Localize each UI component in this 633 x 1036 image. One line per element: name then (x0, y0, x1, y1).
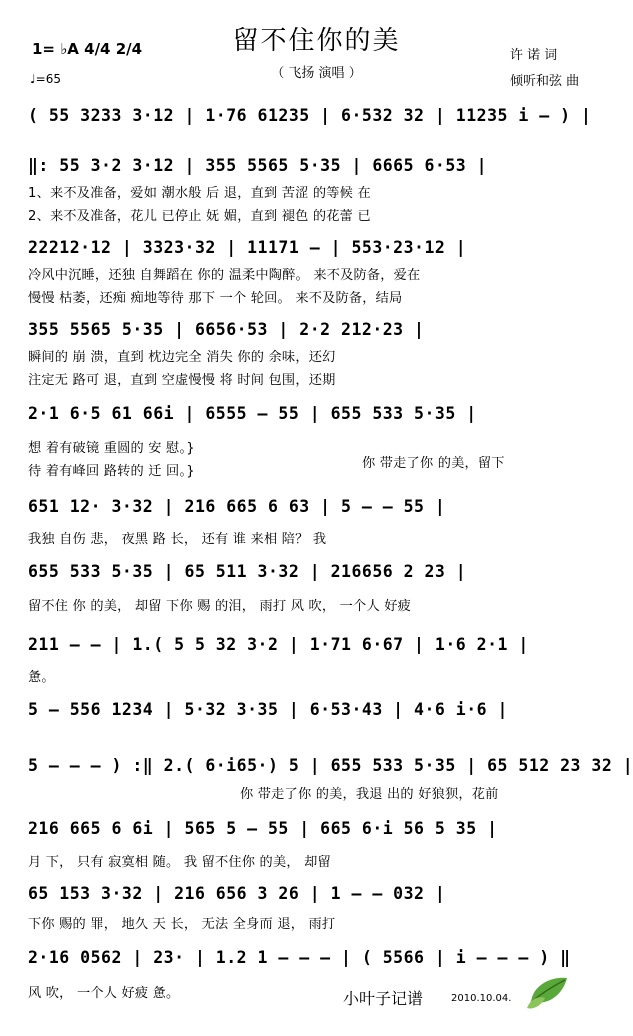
score-line: ‖: 55 3·2 3·12 | 355 5565 5·35 | 6665 6·53 | (28, 156, 488, 175)
lyric-line: 你 带走了你 的美，我退 出的 好狼狈，花前 (240, 787, 499, 802)
score-line: 5 – – – ) :‖ 2.( 6·i65·) 5 | 655 533 5·35 | 65 512 23 32 | (28, 756, 633, 775)
score-line: 651 12· 3·32 | 216 665 6 63 | 5 – – 55 | (28, 497, 446, 516)
lyric-line: 下你 赐的 罪， 地久 天 长， 无法 全身而 退， 雨打 (28, 917, 336, 932)
lyric-line: 冷风中沉睡，还独 自舞蹈在 你的 温柔中陶醉。 来不及防备，爱在 (28, 268, 421, 283)
lyric-line: 慢慢 枯萎，还痴 痴地等待 那下 一个 轮回。 来不及防备，结局 (28, 291, 403, 306)
score-line: 2·16 0562 | 23· | 1.2 1 – – – | ( 5566 | i – – – ) ‖ (28, 948, 571, 967)
score-line: 2·1 6·5 61 66i | 6555 – 55 | 655 533 5·35 | (28, 404, 477, 423)
lyric-line: 瞬间的 崩 溃，直到 枕边完全 消失 你的 余味，还幻 (28, 350, 336, 365)
song-title: 留不住你的美 (232, 26, 401, 56)
score-line: 216 665 6 6i | 565 5 – 55 | 665 6·i 56 5 35 | (28, 819, 498, 838)
lyric-line: 月 下， 只有 寂寞相 随。 我 留不住你 的美， 却留 (28, 855, 331, 870)
tempo-marking: ♩=65 (30, 72, 61, 86)
score-line: 211 – – | 1.( 5 5 32 3·2 | 1·71 6·67 | 1·6 2·1 | (28, 635, 529, 654)
lyric-line: 我独 自伤 悲， 夜黑 路 长， 还有 谁 来相 陪？ 我 (28, 532, 327, 547)
lyric-line: 想 着有破镜 重圆的 安 慰。} (28, 441, 195, 456)
score-line: 655 533 5·35 | 65 511 3·32 | 216656 2 23 | (28, 562, 467, 581)
score-line: 22212·12 | 3323·32 | 11171 – | 553·23·12 | (28, 238, 467, 257)
singer-credit: （ 飞扬 演唱 ） (271, 66, 362, 81)
lyric-line: 注定无 路可 退，直到 空虚慢慢 将 时间 包围，还期 (28, 373, 336, 388)
lyric-line: 留不住 你 的美， 却留 下你 赐 的泪， 雨打 风 吹， 一个人 好疲 (28, 599, 411, 614)
score-line: ( 55 3233 3·12 | 1·76 61235 | 6·532 32 | 11235 i – ) | (28, 106, 592, 125)
lyric-line: 惫。 (28, 670, 55, 685)
score-line: 65 153 3·32 | 216 656 3 26 | 1 – – 032 | (28, 884, 446, 903)
composer-credit: 倾听和弦 曲 (510, 74, 580, 89)
key-signature: 1= ♭A 4/4 2/4 (32, 40, 143, 58)
lyric-line: 1、来不及准备，爱如 潮水般 后 退，直到 苦涩 的等候 在 (28, 186, 371, 201)
lyric-line: 风 吹， 一个人 好疲 惫。 (28, 986, 180, 1001)
lyricist-credit: 许 诺 词 (510, 48, 558, 63)
score-line: 5 – 556 1234 | 5·32 3·35 | 6·53·43 | 4·6 i·6 | (28, 700, 508, 719)
score-line: 355 5565 5·35 | 6656·53 | 2·2 212·23 | (28, 320, 425, 339)
lyric-line: 你 带走了你 的美，留下 (362, 456, 505, 471)
transcription-date: 2010.10.04. (451, 993, 512, 1004)
lyric-line: 2、来不及准备，花儿 已停止 妩 媚，直到 褪色 的花蕾 已 (28, 209, 371, 224)
lyric-line: 待 着有峰回 路转的 迁 回。} (28, 464, 195, 479)
transcriber-signature: 小叶子记谱 (343, 989, 424, 1008)
leaf-icon (525, 972, 571, 1016)
